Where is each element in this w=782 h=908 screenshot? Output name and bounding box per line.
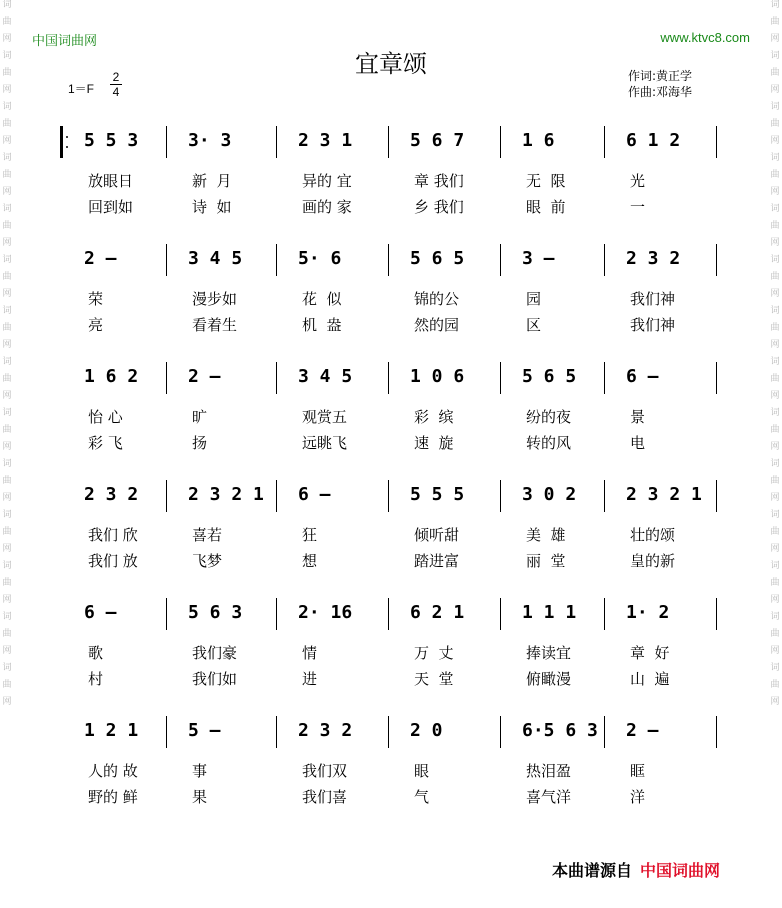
lyric-segment: 一 — [630, 198, 646, 216]
lyric-segment: 捧读宜 — [526, 644, 572, 662]
measure-notes: 5 5 3 — [84, 130, 139, 151]
measure-notes: 2 – — [188, 366, 221, 387]
bar-line — [604, 480, 605, 512]
measure-notes: 3 4 5 — [188, 248, 243, 269]
lyric-segment: 旷 — [192, 408, 208, 426]
lyric-segment: 亮 — [88, 316, 104, 334]
watermark-char: 词 — [2, 153, 12, 163]
lyric-segment: 无 限 — [526, 172, 566, 190]
measure-notes: 2 3 2 — [626, 248, 681, 269]
lyric-segment: 洋 — [630, 788, 646, 806]
bar-line — [500, 480, 501, 512]
lyric-segment: 喜若 — [192, 526, 223, 544]
lyric-segment: 画的 家 — [302, 198, 352, 216]
watermark-char: 网 — [2, 340, 12, 350]
lyric-segment: 事 — [192, 762, 208, 780]
lyric-segment: 花 似 — [302, 290, 342, 308]
lyric-segment: 漫步如 — [192, 290, 238, 308]
repeat-sign — [60, 126, 68, 158]
measure-notes: 2 3 1 — [298, 130, 353, 151]
lyric-segment: 喜气洋 — [526, 788, 572, 806]
bar-line — [166, 480, 167, 512]
lyric-segment: 歌 — [88, 644, 104, 662]
measure-notes: 2 – — [626, 720, 659, 741]
measure-notes: 6 – — [84, 602, 117, 623]
watermark-char: 词 — [2, 306, 12, 316]
watermark-char: 词 — [2, 612, 12, 622]
measure-notes: 5 6 7 — [410, 130, 465, 151]
bar-line — [166, 716, 167, 748]
lyric-segment: 热泪盈 — [526, 762, 572, 780]
lyric-segment: 光 — [630, 172, 646, 190]
lyric-segment: 园 — [526, 290, 542, 308]
lyric-segment: 区 — [526, 316, 542, 334]
bar-line — [716, 716, 717, 748]
watermark-char: 曲 — [2, 476, 12, 486]
watermark-char: 曲 — [770, 170, 780, 180]
watermark-char: 词 — [770, 204, 780, 214]
watermark-char: 曲 — [770, 629, 780, 639]
bar-line — [276, 598, 277, 630]
watermark-char: 网 — [770, 289, 780, 299]
measure-notes: 3 4 5 — [298, 366, 353, 387]
measure-notes: 1 6 2 — [84, 366, 139, 387]
notes-line — [70, 244, 720, 278]
lyric-segment: 我们如 — [192, 670, 238, 688]
watermark-char: 网 — [770, 697, 780, 707]
lyric-segment: 机 盎 — [302, 316, 342, 334]
lyric-segment: 章 我们 — [414, 172, 464, 190]
bar-line — [166, 126, 167, 158]
lyric-segment: 我们 欣 — [88, 526, 138, 544]
watermark-char: 曲 — [770, 425, 780, 435]
bar-line — [388, 480, 389, 512]
watermark-char: 词 — [770, 612, 780, 622]
lyric-segment: 情 — [302, 644, 318, 662]
lyric-segment: 人的 故 — [88, 762, 138, 780]
bar-line — [500, 126, 501, 158]
lyric-segment: 回到如 — [88, 198, 134, 216]
measure-notes: 6·5 6 3 — [522, 720, 598, 741]
watermark-char: 曲 — [770, 374, 780, 384]
watermark-left — [0, 0, 14, 908]
watermark-char: 词 — [770, 102, 780, 112]
watermark-char: 网 — [770, 136, 780, 146]
measure-notes: 5 6 3 — [188, 602, 243, 623]
watermark-char: 曲 — [2, 629, 12, 639]
notes-line — [70, 716, 720, 750]
lyric-segment: 荣 — [88, 290, 104, 308]
source-label: 本曲谱源自 — [552, 861, 633, 880]
measure-notes: 2 3 2 — [84, 484, 139, 505]
measure-notes: 6 – — [298, 484, 331, 505]
lyric-segment: 彩 缤 — [414, 408, 454, 426]
bar-line — [500, 362, 501, 394]
bar-line — [276, 480, 277, 512]
measure-notes: 5 5 5 — [410, 484, 465, 505]
watermark-char: 词 — [770, 357, 780, 367]
watermark-char: 词 — [770, 408, 780, 418]
watermark-char: 网 — [2, 289, 12, 299]
watermark-char: 网 — [2, 493, 12, 503]
lyric-segment: 狂 — [302, 526, 318, 544]
bar-line — [166, 244, 167, 276]
watermark-char: 曲 — [2, 272, 12, 282]
lyric-segment: 万 丈 — [414, 644, 454, 662]
watermark-char: 词 — [770, 255, 780, 265]
lyric-segment: 我们双 — [302, 762, 348, 780]
lyric-segment: 扬 — [192, 434, 208, 452]
bar-line — [388, 244, 389, 276]
lyric-segment: 俯瞰漫 — [526, 670, 572, 688]
lyric-segment: 气 — [414, 788, 430, 806]
watermark-char: 网 — [2, 238, 12, 248]
bar-line — [276, 362, 277, 394]
measure-notes: 2 3 2 1 — [188, 484, 264, 505]
lyric-segment: 我们 放 — [88, 552, 138, 570]
bar-line — [716, 362, 717, 394]
lyric-segment: 野的 鲜 — [88, 788, 138, 806]
bar-line — [500, 598, 501, 630]
lyric-segment: 乡 我们 — [414, 198, 464, 216]
watermark-char: 网 — [2, 646, 12, 656]
lyric-segment: 速 旋 — [414, 434, 454, 452]
bar-line — [166, 362, 167, 394]
lyric-segment: 异的 宜 — [302, 172, 352, 190]
source-brand: 中国词曲网 — [640, 861, 721, 880]
measure-notes: 2· 16 — [298, 602, 353, 623]
watermark-char: 词 — [2, 357, 12, 367]
watermark-char: 网 — [770, 544, 780, 554]
watermark-char: 词 — [2, 255, 12, 265]
repeat-thick-bar — [60, 126, 63, 158]
lyric-segment: 眶 — [630, 762, 646, 780]
lyric-segment: 踏进富 — [414, 552, 460, 570]
watermark-char: 网 — [2, 136, 12, 146]
lyric-segment: 诗 如 — [192, 198, 232, 216]
bar-line — [166, 598, 167, 630]
credits — [628, 68, 692, 100]
watermark-char: 曲 — [770, 476, 780, 486]
watermark-char: 曲 — [2, 221, 12, 231]
watermark-char: 网 — [2, 34, 12, 44]
watermark-char: 网 — [2, 391, 12, 401]
watermark-char: 曲 — [770, 578, 780, 588]
lyric-segment: 进 — [302, 670, 318, 688]
watermark-char: 曲 — [2, 170, 12, 180]
lyric-segment: 天 堂 — [414, 670, 454, 688]
lyric-segment: 眼 前 — [526, 198, 566, 216]
watermark-char: 曲 — [770, 119, 780, 129]
watermark-char: 曲 — [770, 680, 780, 690]
lyric-segment: 转的风 — [526, 434, 572, 452]
watermark-char: 网 — [770, 340, 780, 350]
watermark-char: 词 — [770, 459, 780, 469]
watermark-char: 曲 — [2, 17, 12, 27]
watermark-char: 词 — [2, 510, 12, 520]
watermark-char: 曲 — [2, 578, 12, 588]
measure-notes: 5 6 5 — [410, 248, 465, 269]
watermark-char: 词 — [770, 306, 780, 316]
measure-notes: 3 – — [522, 248, 555, 269]
repeat-dot — [66, 146, 68, 148]
watermark-char: 网 — [770, 238, 780, 248]
lyric-segment: 想 — [302, 552, 318, 570]
lyric-segment: 电 — [630, 434, 646, 452]
lyric-segment: 村 — [88, 670, 104, 688]
bar-line — [388, 598, 389, 630]
watermark-char: 网 — [770, 595, 780, 605]
watermark-char: 曲 — [2, 527, 12, 537]
measure-notes: 1 1 1 — [522, 602, 577, 623]
bar-line — [604, 716, 605, 748]
measure-notes: 1 2 1 — [84, 720, 139, 741]
notes-line — [70, 480, 720, 514]
watermark-char: 网 — [2, 595, 12, 605]
watermark-char: 词 — [2, 663, 12, 673]
watermark-char: 曲 — [2, 119, 12, 129]
song-title: 宜章颂 — [355, 50, 427, 78]
watermark-char: 曲 — [770, 323, 780, 333]
watermark-char: 词 — [2, 204, 12, 214]
watermark-char: 曲 — [770, 221, 780, 231]
watermark-char: 词 — [2, 459, 12, 469]
lyric-segment: 放眼日 — [88, 172, 134, 190]
time-signature — [110, 70, 122, 99]
meter-bottom: 4 — [110, 84, 122, 99]
watermark-char: 曲 — [770, 272, 780, 282]
watermark-char: 词 — [770, 153, 780, 163]
lyric-segment: 倾听甜 — [414, 526, 460, 544]
notes-line — [70, 126, 720, 160]
watermark-char: 网 — [2, 544, 12, 554]
watermark-char: 词 — [2, 561, 12, 571]
source-credit — [552, 858, 720, 881]
lyric-segment: 我们喜 — [302, 788, 348, 806]
lyric-segment: 彩 飞 — [88, 434, 123, 452]
lyric-segment: 景 — [630, 408, 646, 426]
bar-line — [388, 716, 389, 748]
measure-notes: 5 6 5 — [522, 366, 577, 387]
lyric-segment: 新 月 — [192, 172, 232, 190]
repeat-dot — [66, 136, 68, 138]
lyric-segment: 眼 — [414, 762, 430, 780]
bar-line — [276, 244, 277, 276]
measure-notes: 6 2 1 — [410, 602, 465, 623]
measure-notes: 6 1 2 — [626, 130, 681, 151]
watermark-char: 网 — [770, 85, 780, 95]
bar-line — [604, 126, 605, 158]
watermark-char: 词 — [770, 510, 780, 520]
site-url-right: www.ktvc8.com — [660, 30, 750, 45]
lyric-segment: 壮的颂 — [630, 526, 676, 544]
lyric-segment: 锦的公 — [414, 290, 460, 308]
measure-notes: 2 – — [84, 248, 117, 269]
watermark-char: 网 — [770, 442, 780, 452]
watermark-char: 曲 — [770, 527, 780, 537]
watermark-char: 网 — [770, 493, 780, 503]
watermark-char: 网 — [770, 187, 780, 197]
lyric-segment: 皇的新 — [630, 552, 676, 570]
watermark-char: 词 — [2, 51, 12, 61]
lyric-segment: 纷的夜 — [526, 408, 572, 426]
measure-notes: 2 0 — [410, 720, 443, 741]
lyric-segment: 然的园 — [414, 316, 460, 334]
bar-line — [276, 126, 277, 158]
bar-line — [500, 244, 501, 276]
watermark-char: 词 — [2, 408, 12, 418]
watermark-char: 网 — [2, 442, 12, 452]
lyric-segment: 果 — [192, 788, 208, 806]
bar-line — [388, 126, 389, 158]
watermark-char: 曲 — [2, 425, 12, 435]
measure-notes: 3 0 2 — [522, 484, 577, 505]
watermark-char: 词 — [770, 561, 780, 571]
bar-line — [388, 362, 389, 394]
measure-notes: 1· 2 — [626, 602, 670, 623]
bar-line — [716, 480, 717, 512]
lyric-segment: 远眺飞 — [302, 434, 348, 452]
key-signature: 1＝F — [68, 82, 95, 96]
watermark-char: 网 — [2, 187, 12, 197]
lyricist: 作词:黄正学 — [628, 69, 693, 83]
measure-notes: 1 0 6 — [410, 366, 465, 387]
watermark-char: 网 — [2, 85, 12, 95]
bar-line — [604, 362, 605, 394]
watermark-char: 词 — [770, 51, 780, 61]
lyric-segment: 山 遍 — [630, 670, 670, 688]
watermark-char: 曲 — [2, 374, 12, 384]
watermark-char: 网 — [770, 391, 780, 401]
watermark-char: 词 — [770, 0, 780, 10]
watermark-right — [768, 0, 782, 908]
site-name-left: 中国词曲网 — [32, 34, 98, 49]
notes-line — [70, 598, 720, 632]
composer: 作曲:邓海华 — [628, 85, 693, 99]
lyric-segment: 看着生 — [192, 316, 238, 334]
watermark-char: 网 — [770, 34, 780, 44]
watermark-char: 曲 — [2, 323, 12, 333]
lyric-segment: 飞梦 — [192, 552, 223, 570]
bar-line — [716, 244, 717, 276]
lyric-segment: 丽 堂 — [526, 552, 566, 570]
lyric-segment: 章 好 — [630, 644, 670, 662]
bar-line — [276, 716, 277, 748]
measure-notes: 5· 6 — [298, 248, 342, 269]
watermark-char: 曲 — [770, 17, 780, 27]
watermark-char: 曲 — [770, 68, 780, 78]
measure-notes: 1 6 — [522, 130, 555, 151]
watermark-char: 词 — [2, 102, 12, 112]
measure-notes: 6 – — [626, 366, 659, 387]
bar-line — [604, 598, 605, 630]
watermark-char: 曲 — [2, 680, 12, 690]
lyric-segment: 美 雄 — [526, 526, 566, 544]
lyric-segment: 怡 心 — [88, 408, 123, 426]
bar-line — [716, 598, 717, 630]
lyric-segment: 我们神 — [630, 290, 676, 308]
bar-line — [604, 244, 605, 276]
measure-notes: 5 – — [188, 720, 221, 741]
watermark-char: 词 — [770, 663, 780, 673]
watermark-char: 词 — [2, 0, 12, 10]
lyric-segment: 观赏五 — [302, 408, 348, 426]
watermark-char: 曲 — [2, 68, 12, 78]
bar-line — [716, 126, 717, 158]
bar-line — [500, 716, 501, 748]
watermark-char: 网 — [770, 646, 780, 656]
measure-notes: 3· 3 — [188, 130, 232, 151]
measure-notes: 2 3 2 — [298, 720, 353, 741]
watermark-char: 网 — [2, 697, 12, 707]
lyric-segment: 我们豪 — [192, 644, 238, 662]
lyric-segment: 我们神 — [630, 316, 676, 334]
meter-top: 2 — [112, 70, 120, 84]
notes-line — [70, 362, 720, 396]
measure-notes: 2 3 2 1 — [626, 484, 702, 505]
